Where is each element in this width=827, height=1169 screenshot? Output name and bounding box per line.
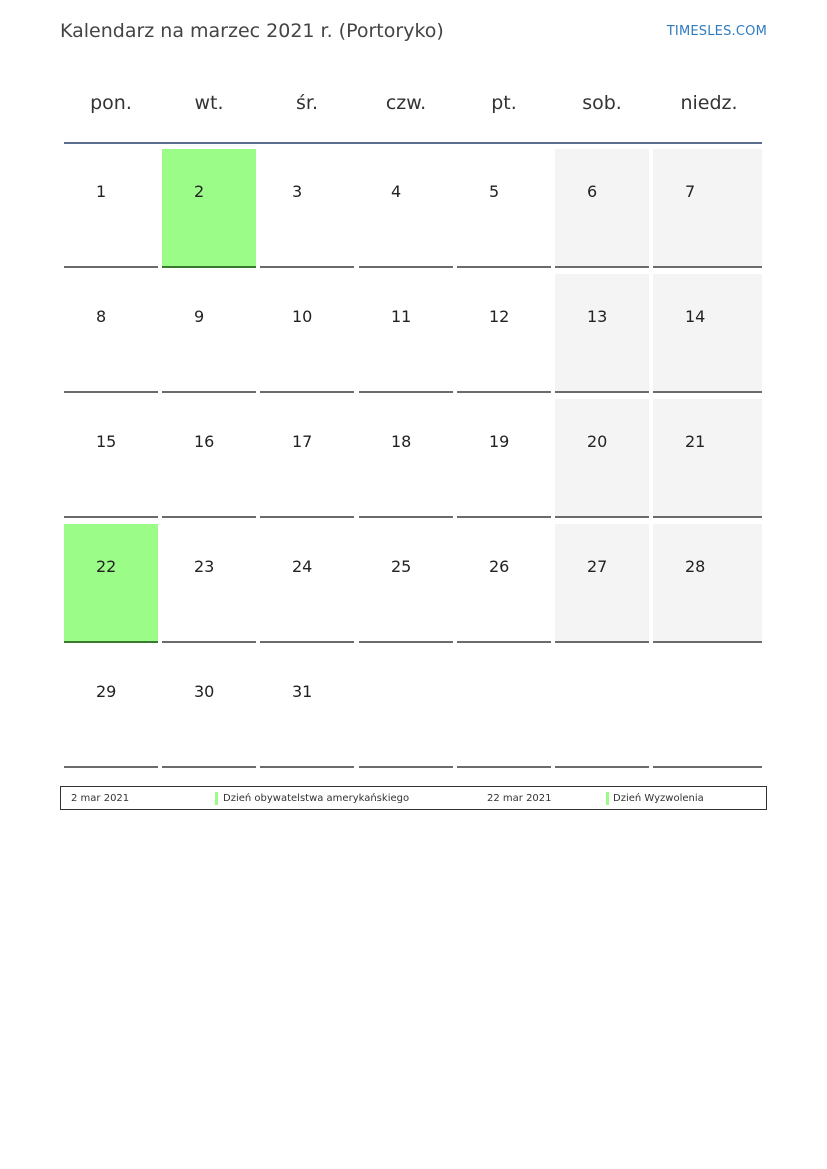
calendar-day-cell[interactable] — [64, 524, 158, 643]
day-number: 6 — [587, 182, 598, 201]
day-number: 8 — [96, 307, 107, 326]
day-number: 14 — [685, 307, 706, 326]
calendar-day-cell[interactable] — [260, 649, 354, 768]
legend-date: 2 mar 2021 — [71, 793, 130, 804]
day-number: 5 — [489, 182, 500, 201]
legend-holiday-name: Dzień Wyzwolenia — [613, 793, 704, 804]
calendar-day-cell[interactable] — [64, 274, 158, 393]
calendar-day-cell[interactable] — [457, 274, 551, 393]
legend-holiday-name: Dzień obywatelstwa amerykańskiego — [223, 793, 410, 804]
holiday-legend — [60, 786, 767, 810]
day-number: 30 — [194, 682, 215, 701]
calendar-day-cell[interactable] — [64, 149, 158, 268]
weekday-wed: śr. — [295, 92, 318, 114]
day-number: 29 — [96, 682, 117, 701]
calendar-day-cell[interactable] — [653, 399, 762, 518]
day-number: 15 — [96, 432, 117, 451]
day-number: 19 — [489, 432, 510, 451]
calendar-day-cell[interactable] — [555, 274, 649, 393]
calendar-day-cell[interactable] — [260, 524, 354, 643]
weekday-thu: czw. — [385, 92, 427, 114]
day-number: 25 — [391, 557, 412, 576]
calendar-day-cell[interactable] — [162, 649, 256, 768]
day-number: 28 — [685, 557, 706, 576]
brand-link[interactable]: TIMESLES.COM — [666, 24, 767, 39]
legend-date: 22 mar 2021 — [487, 793, 552, 804]
day-number: 1 — [96, 182, 107, 201]
day-number: 18 — [391, 432, 412, 451]
day-number: 22 — [96, 557, 117, 576]
weekday-fri: pt. — [491, 92, 517, 114]
day-number: 31 — [292, 682, 313, 701]
day-number: 17 — [292, 432, 313, 451]
calendar-day-cell[interactable] — [653, 274, 762, 393]
calendar-day-cell[interactable] — [555, 399, 649, 518]
day-number: 26 — [489, 557, 510, 576]
calendar-day-cell[interactable] — [359, 149, 453, 268]
day-number: 9 — [194, 307, 205, 326]
day-number: 3 — [292, 182, 303, 201]
day-number: 24 — [292, 557, 313, 576]
day-number: 7 — [685, 182, 696, 201]
calendar-day-cell[interactable] — [653, 149, 762, 268]
calendar-empty-cell — [359, 649, 453, 768]
calendar-day-cell[interactable] — [359, 274, 453, 393]
weekday-sat: sob. — [582, 92, 622, 114]
calendar-day-cell[interactable] — [457, 149, 551, 268]
day-number: 10 — [292, 307, 313, 326]
calendar-day-cell[interactable] — [555, 149, 649, 268]
day-number: 23 — [194, 557, 215, 576]
calendar-empty-cell — [555, 649, 649, 768]
day-number: 16 — [194, 432, 215, 451]
page-title: Kalendarz na marzec 2021 r. (Portoryko) — [60, 20, 444, 42]
calendar-day-cell[interactable] — [260, 399, 354, 518]
day-number: 11 — [391, 307, 412, 326]
calendar-day-cell[interactable] — [162, 524, 256, 643]
day-number: 2 — [194, 182, 205, 201]
day-number: 27 — [587, 557, 608, 576]
calendar-empty-cell — [653, 649, 762, 768]
calendar-day-cell[interactable] — [260, 274, 354, 393]
calendar-day-cell[interactable] — [162, 274, 256, 393]
weekday-header-row — [64, 80, 762, 144]
calendar-day-cell[interactable] — [555, 524, 649, 643]
day-number: 21 — [685, 432, 706, 451]
calendar-day-cell[interactable] — [64, 649, 158, 768]
calendar-day-cell[interactable] — [162, 399, 256, 518]
calendar-day-cell[interactable] — [653, 524, 762, 643]
calendar-day-cell[interactable] — [64, 399, 158, 518]
day-number: 13 — [587, 307, 608, 326]
weekday-tue: wt. — [194, 92, 224, 114]
weekday-sun: niedz. — [680, 92, 738, 114]
day-number: 12 — [489, 307, 510, 326]
calendar-day-cell[interactable] — [457, 524, 551, 643]
holiday-marker-icon — [606, 792, 609, 805]
calendar-day-cell[interactable] — [359, 524, 453, 643]
calendar-day-cell[interactable] — [359, 399, 453, 518]
weekday-mon: pon. — [90, 92, 132, 114]
holiday-marker-icon — [215, 792, 218, 805]
calendar-day-cell[interactable] — [260, 149, 354, 268]
day-number: 20 — [587, 432, 608, 451]
day-number: 4 — [391, 182, 402, 201]
calendar-empty-cell — [457, 649, 551, 768]
calendar-day-cell[interactable] — [457, 399, 551, 518]
calendar-day-cell[interactable] — [162, 149, 256, 268]
